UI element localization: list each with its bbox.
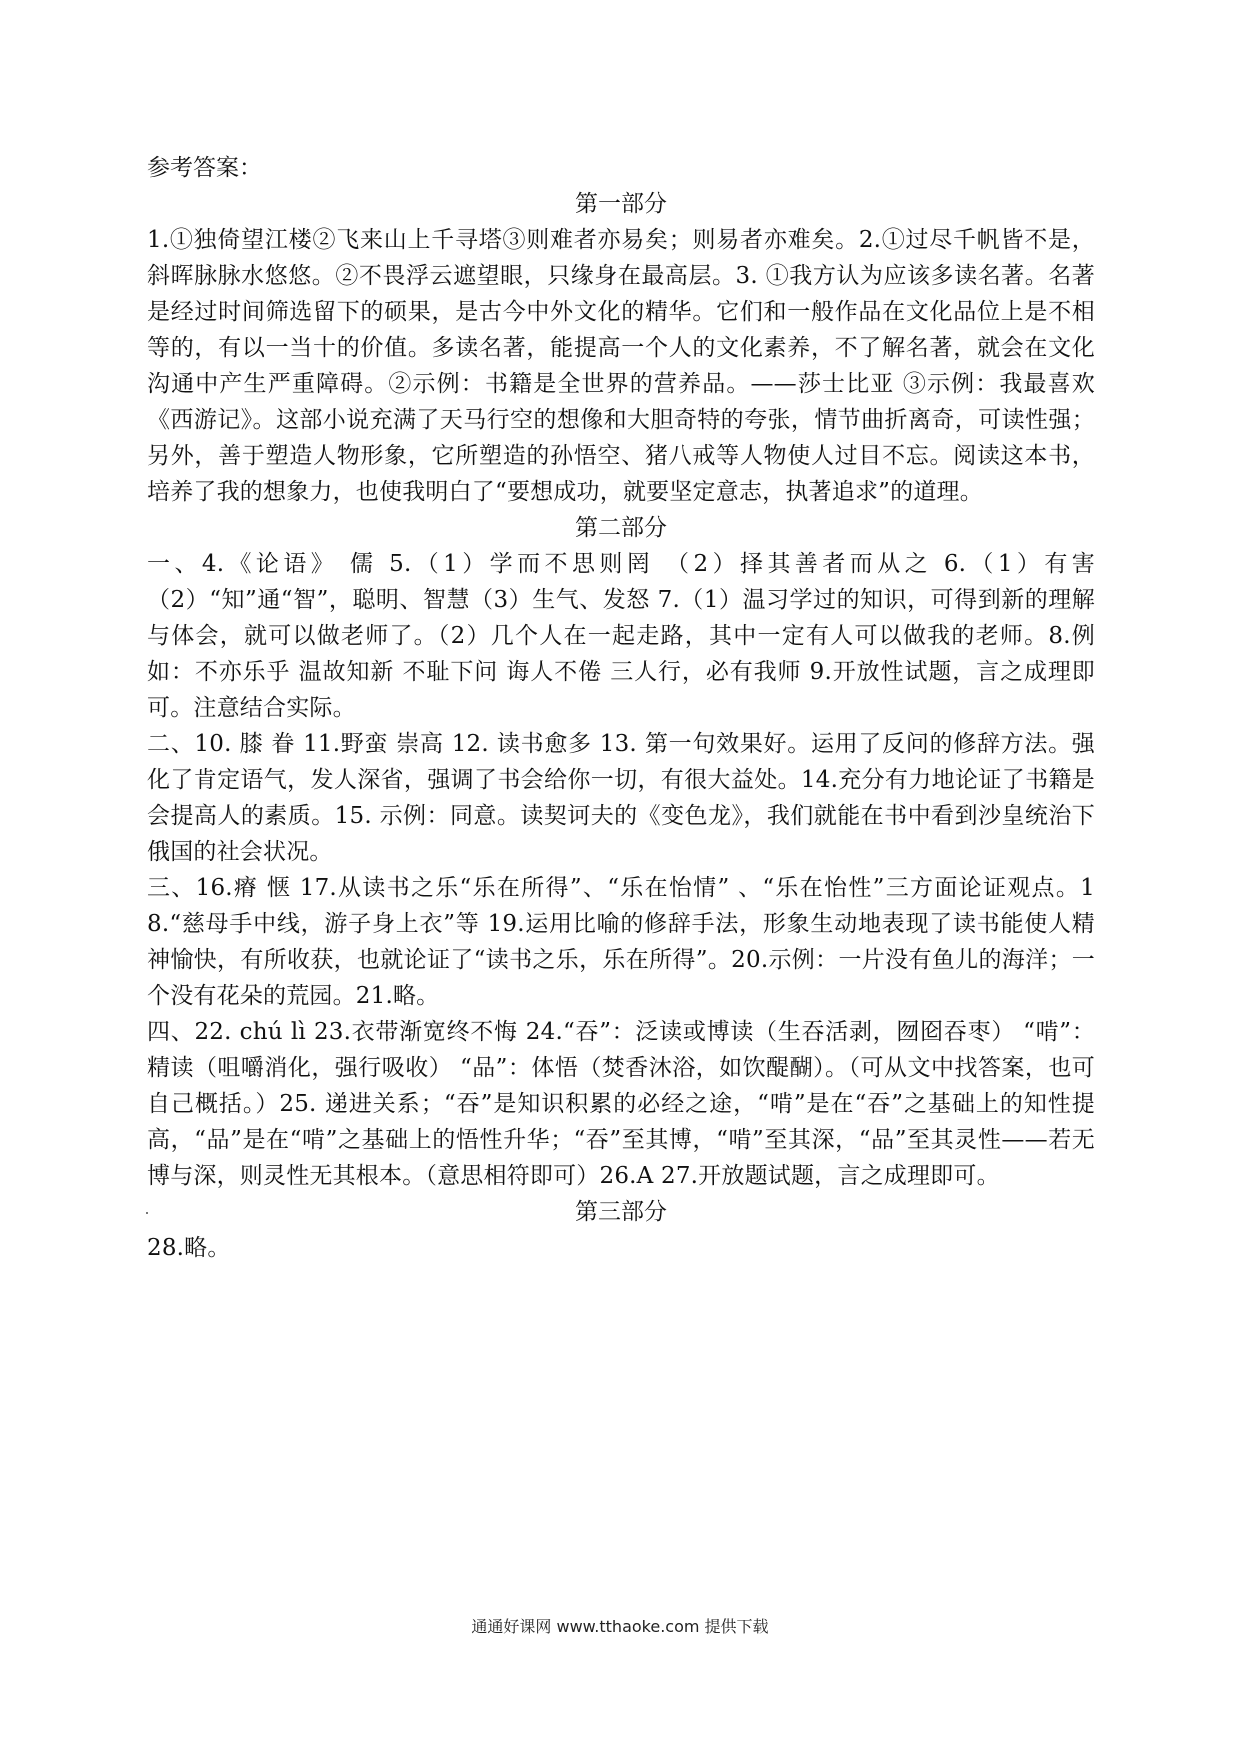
answer-paragraph: 1.①独倚望江楼②飞来山上千寻塔③则难者亦易矣；则易者亦难矣。2.①过尽千帆皆不是，斜晖脉脉水悠悠。②不畏浮云遮望眼，只缘身在最高层。3. ①我方认为应该多读名著。名著是经过时间筛选留下的硕果，是古今中外文化的精华。它们和一般作品在文化品位上是不相等的，有以一当十的价值。多读名著，能提高一个人的文化素养，不了解名著，就会在文化沟通中产生严重障碍。②示例：书籍是全世界的营养品。——莎士比亚 ③示例：我最喜欢《西游记》。这部小说充满了天马行空的想像和大胆奇特的夸张，情节曲折离奇，可读性强；另外，善于塑造人物形象，它所塑造的孙悟空、猪八戒等人物使人过目不忘。阅读这本书，培养了我的想象力，也使我明白了“要想成功，就要坚定意志，执著追求”的道理。 (147, 227, 1095, 505)
section-heading-part-3: 第三部分 (575, 1199, 667, 1225)
section-heading-part-2: 第二部分 (575, 515, 667, 541)
footer-credit[interactable]: 通通好课网 www.tthaoke.com 提供下载 (471, 1617, 769, 1636)
scan-artifact (146, 1212, 148, 1214)
section-heading-part-1: 第一部分 (575, 191, 667, 217)
answer-paragraph: 三、16.瘠 惬 17.从读书之乐“乐在所得”、“乐在怡情” 、“乐在怡性”三方面论证观点。18.“慈母手中线，游子身上衣”等 19.运用比喻的修辞手法，形象生动地表现了读书能使人精神愉快，有所收获，也就论证了“读书之乐，乐在所得”。20.示例：一片没有鱼儿的海洋；一个没有花朵的荒园。21.略。 (147, 875, 1095, 1009)
answer-paragraph: 四、22. chú lì 23.衣带渐宽终不悔 24.“吞”：泛读或博读（生吞活剥，囫囵吞枣） “啃”：精读（咀嚼消化，强行吸收） “品”：体悟（焚香沐浴，如饮醍醐）。（可从文中找答案，也可自己概括。）25. 递进关系；“吞”是知识积累的必经之途，“啃”是在“吞”之基础上的知性提高，“品”是在“啃”之基础上的悟性升华；“吞”至其博，“啃”至其深，“品”至其灵性——若无博与深，则灵性无其根本。（意思相符即可）26.A 27.开放题试题，言之成理即可。 (147, 1019, 1095, 1189)
answer-content (147, 150, 1095, 1266)
answer-paragraph: 二、10. 膝 眷 11.野蛮 崇高 12. 读书愈多 13. 第一句效果好。运用了反问的修辞方法。强化了肯定语气，发人深省，强调了书会给你一切，有很大益处。14.充分有力地论证了书籍是会提高人的素质。15. 示例：同意。读契诃夫的《变色龙》，我们就能在书中看到沙皇统治下俄国的社会状况。 (147, 731, 1095, 865)
page-title: 参考答案： (147, 155, 262, 181)
answer-paragraph: 一、4.《论语》 儒 5.（1）学而不思则罔 （2）择其善者而从之 6.（1）有害（2）“知”通“智”，聪明、智慧（3）生气、发怒 7.（1）温习学过的知识，可得到新的理解与体会，就可以做老师了。（2）几个人在一起走路，其中一定有人可以做我的老师。8.例如：不亦乐乎 温故知新 不耻下问 诲人不倦 三人行，必有我师 9.开放性试题，言之成理即可。注意结合实际。 (147, 551, 1095, 721)
answer-paragraph: 28.略。 (147, 1235, 231, 1261)
